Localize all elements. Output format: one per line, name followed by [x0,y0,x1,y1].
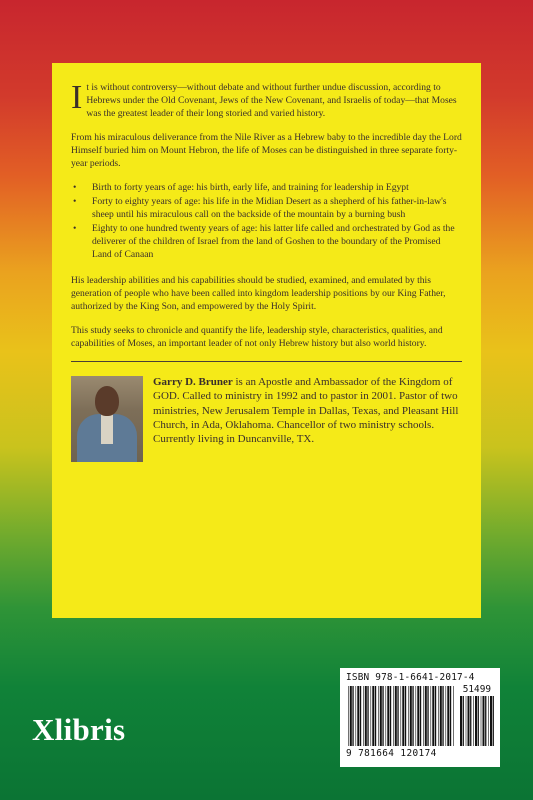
barcode-digits: 9 781664 120174 [346,748,437,759]
author-bio [71,372,462,462]
author-bio-text [153,375,462,446]
author-bio-body: is an Apostle and Ambassador of the Kingdom of GOD. Called to ministry in 1992 and to pastor in 2001. Pastor of two ministries, New Jerusalem Temple in Dallas, Texas, and Pleasant Hill Church, in Ada, Oklahoma. Chancellor of two ministry schools. Currently living in Duncanville, TX. [153,376,459,446]
drop-cap: I [71,79,83,116]
addon-barcode-bars [460,696,494,746]
intro-text: t is without controversy—without debate and without further undue discussion, according to Hebrews under the Old Covenant, Jews of the New Covenant, and Israelis of today—that Moses was the greatest leader of their long storied and varied history. [86,82,457,119]
back-cover-text-panel [52,63,481,618]
publisher-logo: Xlibris [32,712,126,747]
price-addon-text: 51499 [462,684,491,695]
list-item: • Birth to forty years of age: his birth, early life, and training for leadership in Egypt [73,182,409,193]
intro-paragraph [71,81,462,120]
leadership-paragraph: His leadership abilities and his capabilities should be studied, examined, and emulated by this generation of people who have been called into kingdom leadership positions by our King Father, authorized by the King Son, and empowered by the Holy Spirit. [71,275,446,312]
bullet-icon: • [73,223,77,234]
study-purpose-paragraph: This study seeks to chronicle and quantify the life, leadership style, characteristics, qualities, and capabilities of Moses, an important leader of not only Hebrew history but also world history. [71,325,443,349]
barcode-bars [348,686,454,746]
author-photo [71,376,143,462]
list-item: • Eighty to one hundred twenty years of age: his latter life called and orchestrated by God as the deliverer of the children of Israel from the land of Goshen to the boundary of the Promised Land of Canaan [73,223,455,260]
life-periods-list [71,181,462,261]
author-name: Garry D. Bruner [153,376,233,388]
divider [71,361,462,362]
bullet-icon: • [73,182,77,193]
life-periods-intro: From his miraculous deliverance from the Nile River as a Hebrew baby to the incredible day the Lord Himself buried him on Mount Hebron, the life of Moses can be distinguished in three separate forty-year periods. [71,132,462,169]
list-item: • Forty to eighty years of age: his life in the Midian Desert as a shepherd of his father-in-law's sheep until his miraculous call on the backside of the mountain by a burning bush [73,196,447,220]
isbn-text: ISBN 978-1-6641-2017-4 [346,672,475,683]
isbn-barcode [340,668,500,767]
bullet-icon: • [73,196,77,207]
